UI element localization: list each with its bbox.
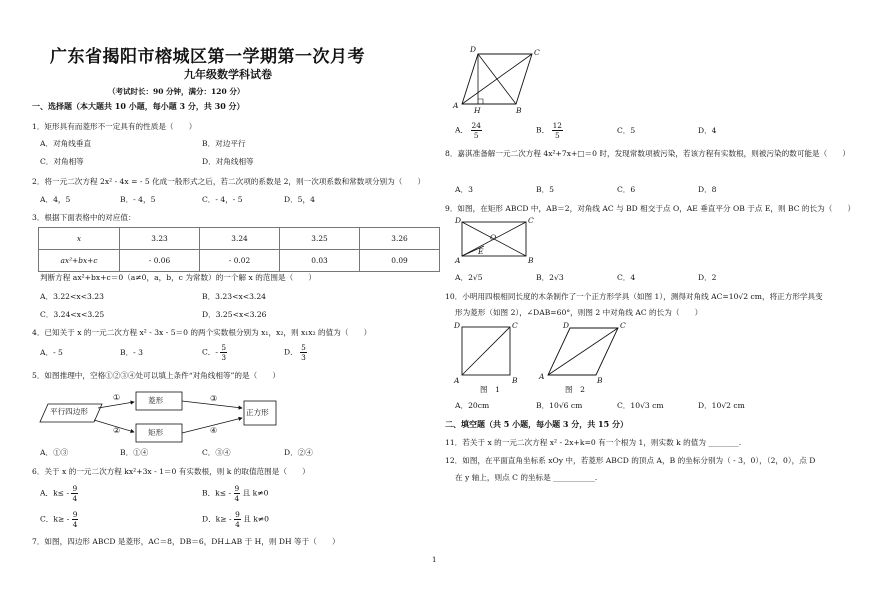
q2-option-a: A．4，5 (40, 195, 71, 204)
q12-text-line2: 在 y 轴上，则点 C 的坐标是 ___________. (455, 473, 598, 482)
q7-label-b: B (516, 106, 522, 115)
q9-label-a: A (455, 256, 461, 265)
table-cell: ax²+bx+c (39, 250, 120, 272)
table-cell: x (39, 228, 120, 250)
q10-fig2-caption: 图 2 (565, 385, 586, 394)
q2-option-d: D．5，4 (284, 195, 315, 204)
q8-text: 8．嘉淇准备解一元二次方程 4x²+7x+□＝0 时，发现常数项被污染，若该方程有实数根，则被污染的数可能是（ ） (445, 149, 850, 158)
table-cell: 3.24 (200, 228, 280, 250)
fraction-denominator: 3 (221, 353, 227, 362)
q10-fig2-label-a: A (539, 372, 545, 381)
q9-option-d: D．2 (698, 273, 717, 282)
q9-option-a: A．2√5 (455, 273, 483, 282)
q1-option-b: B．对边平行 (202, 139, 246, 148)
q9-label-o: O (490, 233, 497, 242)
table-cell: 3.26 (360, 228, 440, 250)
q8-option-a: A．3 (455, 185, 473, 194)
q10-option-b: B．10√6 cm (536, 401, 583, 410)
q3-option-b: B．3.23<x<3.24 (202, 292, 266, 301)
q9-option-b: B．2√3 (536, 273, 564, 282)
q4-option-b: B．- 3 (120, 348, 143, 357)
q1-option-c: C．对角相等 (40, 157, 84, 166)
q3-option-c: C．3.24<x<3.25 (40, 310, 105, 319)
q8-option-d: D．8 (698, 185, 717, 194)
fraction-numerator: 24 (471, 121, 481, 130)
q4-option-a: A．- 5 (40, 348, 63, 357)
exam-info: （考试时长：90 分钟，满分：120 分） (108, 87, 245, 96)
section1-heading: 一、选择题（本大题共 10 小题，每小题 3 分，共 30 分） (32, 101, 245, 111)
q7-option-d: D．4 (698, 126, 717, 135)
fraction-numerator: 9 (72, 510, 78, 519)
parallelogram-label: 平行四边形 (50, 407, 88, 416)
q10-fig2-label-c: C (620, 321, 626, 330)
q7-option-c: C．5 (617, 126, 636, 135)
q7-text: 7．如图，四边形 ABCD 是菱形，AC＝8，DB＝6，DH⊥AB 于 H，则 DH 等于（ ） (32, 537, 340, 546)
rhombus-label: 菱形 (148, 396, 164, 405)
fraction-denominator: 3 (301, 353, 306, 362)
q7-option-b-label: B． (536, 125, 550, 135)
q3-text: 3．根据下面表格中的对应值： (32, 213, 136, 222)
rectangle-label: 矩形 (148, 428, 164, 437)
circle-number-4: ④ (210, 426, 218, 435)
q10-text-line2: 形为菱形（如图 2），∠DAB=60°，则图 2 中对角线 AC 的长为（ ） (455, 308, 703, 317)
q2-text: 2．将一元二次方程 2x² - 4x = - 5 化成一般形式之后，若二次项的系数是 2，则一次项系数和常数项分别为（ ） (32, 177, 426, 186)
fraction-numerator: 5 (221, 343, 227, 352)
q1-text: 1．矩形具有而菱形不一定具有的性质是（ ） (32, 122, 197, 131)
q6-text: 6．关于 x 的一元二次方程 kx²+3x - 1＝0 有实数根，则 k 的取值范围是（ ） (32, 467, 310, 476)
q6-option-b-suffix: 且 k≠0 (242, 488, 269, 498)
q1-option-d: D．对角线相等 (202, 157, 254, 166)
q9-option-c: C．4 (617, 273, 636, 282)
q9-text: 9．如图，在矩形 ABCD 中，AB＝2，对角线 AC 与 BD 相交于点 O，AE 垂直平分 OB 于点 E，则 BC 的长为（ ） (445, 204, 856, 213)
q5-option-a: A．①③ (40, 448, 69, 457)
q7-label-d: D (470, 45, 477, 54)
q10-text: 10．小明用四根相同长度的木条制作了一个正方形学具（如图 1），测得对角线 AC=10√2 cm，将正方形学具变 (445, 292, 823, 301)
q10-fig1-label-a: A (454, 376, 460, 385)
section2-heading: 二、填空题（共 5 小题，每小题 3 分，共 15 分） (445, 419, 628, 429)
q5-option-b: B．①④ (120, 448, 149, 457)
q6-option-c-label: C．k≥ - (40, 514, 70, 524)
q5-text: 5．如图推理中，空格①②③④处可以填上条件“对角线相等”的是（ ） (32, 371, 280, 380)
table-cell: - 0.02 (200, 250, 280, 272)
q10-fig1-label-b: B (512, 376, 518, 385)
q9-label-e: E (478, 247, 484, 256)
page-number: 1 (432, 556, 437, 564)
q7-label-a: A (453, 101, 459, 110)
table-cell: 3.25 (280, 228, 360, 250)
q10-option-c: C．10√3 cm (617, 401, 664, 410)
q4-text: 4．已知关于 x 的一元二次方程 x² - 3x - 5＝0 的两个实数根分别为 x₁，x₂，则 x₁x₂ 的值为（ ） (32, 328, 372, 337)
fraction-numerator: 9 (235, 510, 240, 519)
q4-option-d-label: D． (284, 347, 298, 357)
q3-option-d: D．3.25<x<3.26 (202, 310, 267, 319)
fraction-denominator: 4 (72, 494, 78, 503)
q9-label-c: C (528, 216, 534, 225)
circle-number-2: ② (113, 426, 121, 435)
q10-fig1-label-d: D (454, 321, 461, 330)
circle-number-1: ① (113, 393, 121, 402)
q11-text: 11．若关于 x 的一元二次方程 x² - 2x+k=0 有一个根为 1，则实数 k 的值为 ________. (445, 438, 742, 447)
fraction-denominator: 5 (554, 131, 560, 140)
fraction-denominator: 5 (473, 131, 479, 140)
table-cell: 3.23 (120, 228, 200, 250)
fraction-numerator: 5 (301, 343, 306, 352)
q10-fig2-label-b: B (597, 376, 603, 385)
q2-option-c: C．- 4，- 5 (202, 195, 243, 204)
q7-label-h: H (474, 106, 481, 115)
q10-fig1-caption: 图 1 (480, 385, 501, 394)
fraction-numerator: 9 (72, 484, 78, 493)
q10-fig1-label-c: C (512, 321, 518, 330)
circle-number-3: ③ (210, 394, 218, 403)
q10-option-a: A．20cm (455, 401, 490, 410)
q10-fig2-label-d: D (563, 321, 570, 330)
square-label: 正方形 (246, 408, 269, 417)
q12-text: 12．如图，在平面直角坐标系 xOy 中，若菱形 ABCD 的顶点 A，B 的坐标分别为（ - 3，0），（2，0），点 D (445, 456, 816, 465)
q8-option-b: B．5 (536, 185, 555, 194)
q7-option-a-label: A． (455, 125, 469, 135)
table-cell: - 0.06 (120, 250, 200, 272)
fraction-numerator: 12 (552, 121, 563, 130)
q2-option-b: B．- 4，5 (120, 195, 156, 204)
q8-option-c: C．6 (617, 185, 636, 194)
q6-option-d-label: D．k≥ - (202, 514, 232, 524)
fraction-denominator: 4 (72, 520, 78, 529)
q3-question: 判断方程 ax²+bx+c＝0（a≠0，a，b，c 为常数）的一个解 x 的范围是（ ） (40, 273, 316, 282)
q3-option-a: A．3.22<x<3.23 (40, 292, 104, 301)
q9-label-b: B (528, 256, 534, 265)
q1-option-a: A．对角线垂直 (40, 139, 92, 148)
q9-label-d: D (455, 216, 462, 225)
q7-label-c: C (534, 48, 540, 57)
q6-option-a-label: A．k≤ - (40, 488, 70, 498)
q6-option-b-label: B．k≤ - (202, 488, 232, 498)
q10-option-d: D．10√2 cm (698, 401, 745, 410)
table-cell: 0.09 (360, 250, 440, 272)
q5-option-c: C．③④ (202, 448, 231, 457)
q4-option-c-label: C．- (202, 347, 218, 357)
table-cell: 0.03 (280, 250, 360, 272)
q6-option-d-suffix: 且 k≠0 (243, 514, 269, 524)
fraction-denominator: 4 (234, 494, 240, 503)
fraction-numerator: 9 (234, 484, 240, 493)
exam-title: 广东省揭阳市榕城区第一学期第一次月考 (50, 47, 365, 67)
q5-option-d: D．②④ (284, 448, 313, 457)
exam-subtitle: 九年级数学科试卷 (184, 68, 272, 81)
fraction-denominator: 4 (235, 520, 240, 529)
